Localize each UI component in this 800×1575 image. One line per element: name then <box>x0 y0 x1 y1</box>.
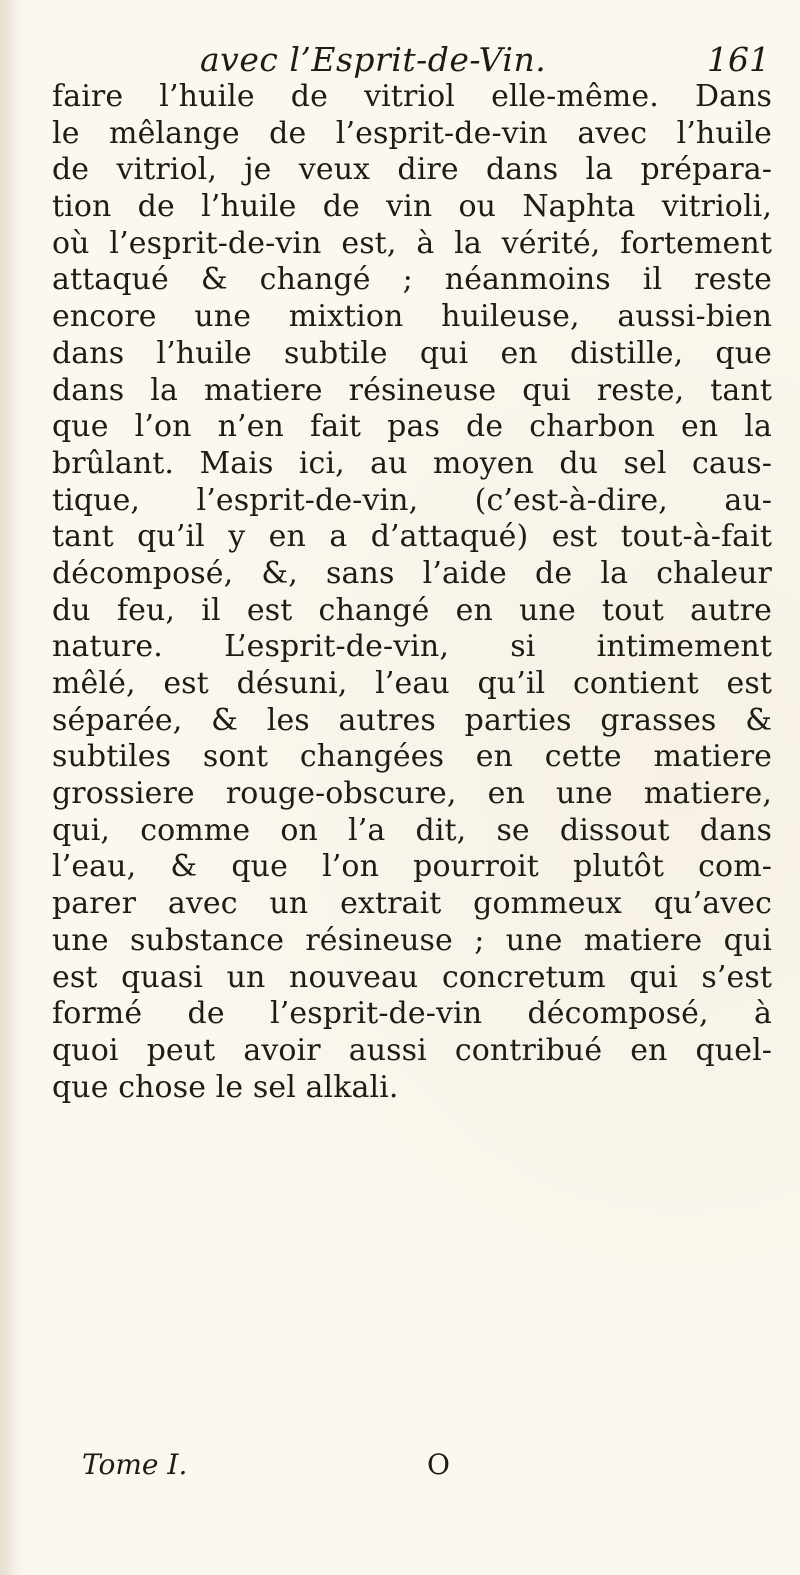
text-line: formé de l’esprit-de-vin décomposé, à <box>52 996 772 1032</box>
text-line-last: que chose le sel alkali. <box>52 1069 399 1105</box>
text-line: encore une mixtion huileuse, aussi-bien <box>52 299 772 335</box>
text-line: faire l’huile de vitriol elle-même. Dans <box>52 79 772 114</box>
text-line: tant qu’il y en a d’attaqué) est tout-à-fait <box>52 519 772 555</box>
text-line: mêlé, est désuni, l’eau qu’il contient est <box>52 666 772 701</box>
text-line: tion de l’huile de vin ou Naphta vitrioli, <box>52 189 772 225</box>
text-line: grossiere rouge-obscure, en une matiere, <box>52 776 772 812</box>
body-text <box>52 79 772 1106</box>
text-line: attaqué & changé ; néanmoins il reste <box>52 262 772 298</box>
signature-mark: O <box>427 1448 450 1481</box>
text-line: dans l’huile subtile qui en distille, que <box>52 335 772 371</box>
text-line: parer avec un extrait gommeux qu’avec <box>52 886 772 922</box>
page-footer <box>52 1445 772 1485</box>
page-header <box>200 40 770 80</box>
running-head: avec l’Esprit-de-Vin. <box>200 40 547 79</box>
text-line: dans la matiere résineuse qui reste, tant <box>52 372 772 408</box>
text-line: de vitriol, je veux dire dans la prépara- <box>52 152 772 188</box>
text-line: décomposé, &, sans l’aide de la chaleur <box>52 555 772 591</box>
text-line: quoi peut avoir aussi contribué en quel- <box>52 1032 772 1068</box>
text-line: nature. L’esprit-de-vin, si intimement <box>52 629 772 665</box>
text-line: où l’esprit-de-vin est, à la vérité, fortement <box>52 225 772 261</box>
volume-marker: Tome I. <box>82 1448 188 1481</box>
text-line: séparée, & les autres parties grasses & <box>52 702 772 738</box>
text-line: tique, l’esprit-de-vin, (c’est-à-dire, au- <box>52 482 772 518</box>
page-number: 161 <box>707 40 770 79</box>
text-line: est quasi un nouveau concretum qui s’est <box>52 959 772 995</box>
text-line: qui, comme on l’a dit, se dissout dans <box>52 812 772 848</box>
text-line: l’eau, & que l’on pourroit plutôt com- <box>52 849 772 885</box>
text-line: subtiles sont changées en cette matiere <box>52 739 772 775</box>
text-line: brûlant. Mais ici, au moyen du sel caus- <box>52 445 772 481</box>
text-line: le mêlange de l’esprit-de-vin avec l’huile <box>52 115 772 151</box>
text-line: du feu, il est changé en une tout autre <box>52 592 772 628</box>
text-line: une substance résineuse ; une matiere qui <box>52 922 772 958</box>
page-gutter-shadow <box>0 0 18 1575</box>
text-line: que l’on n’en fait pas de charbon en la <box>52 409 772 445</box>
